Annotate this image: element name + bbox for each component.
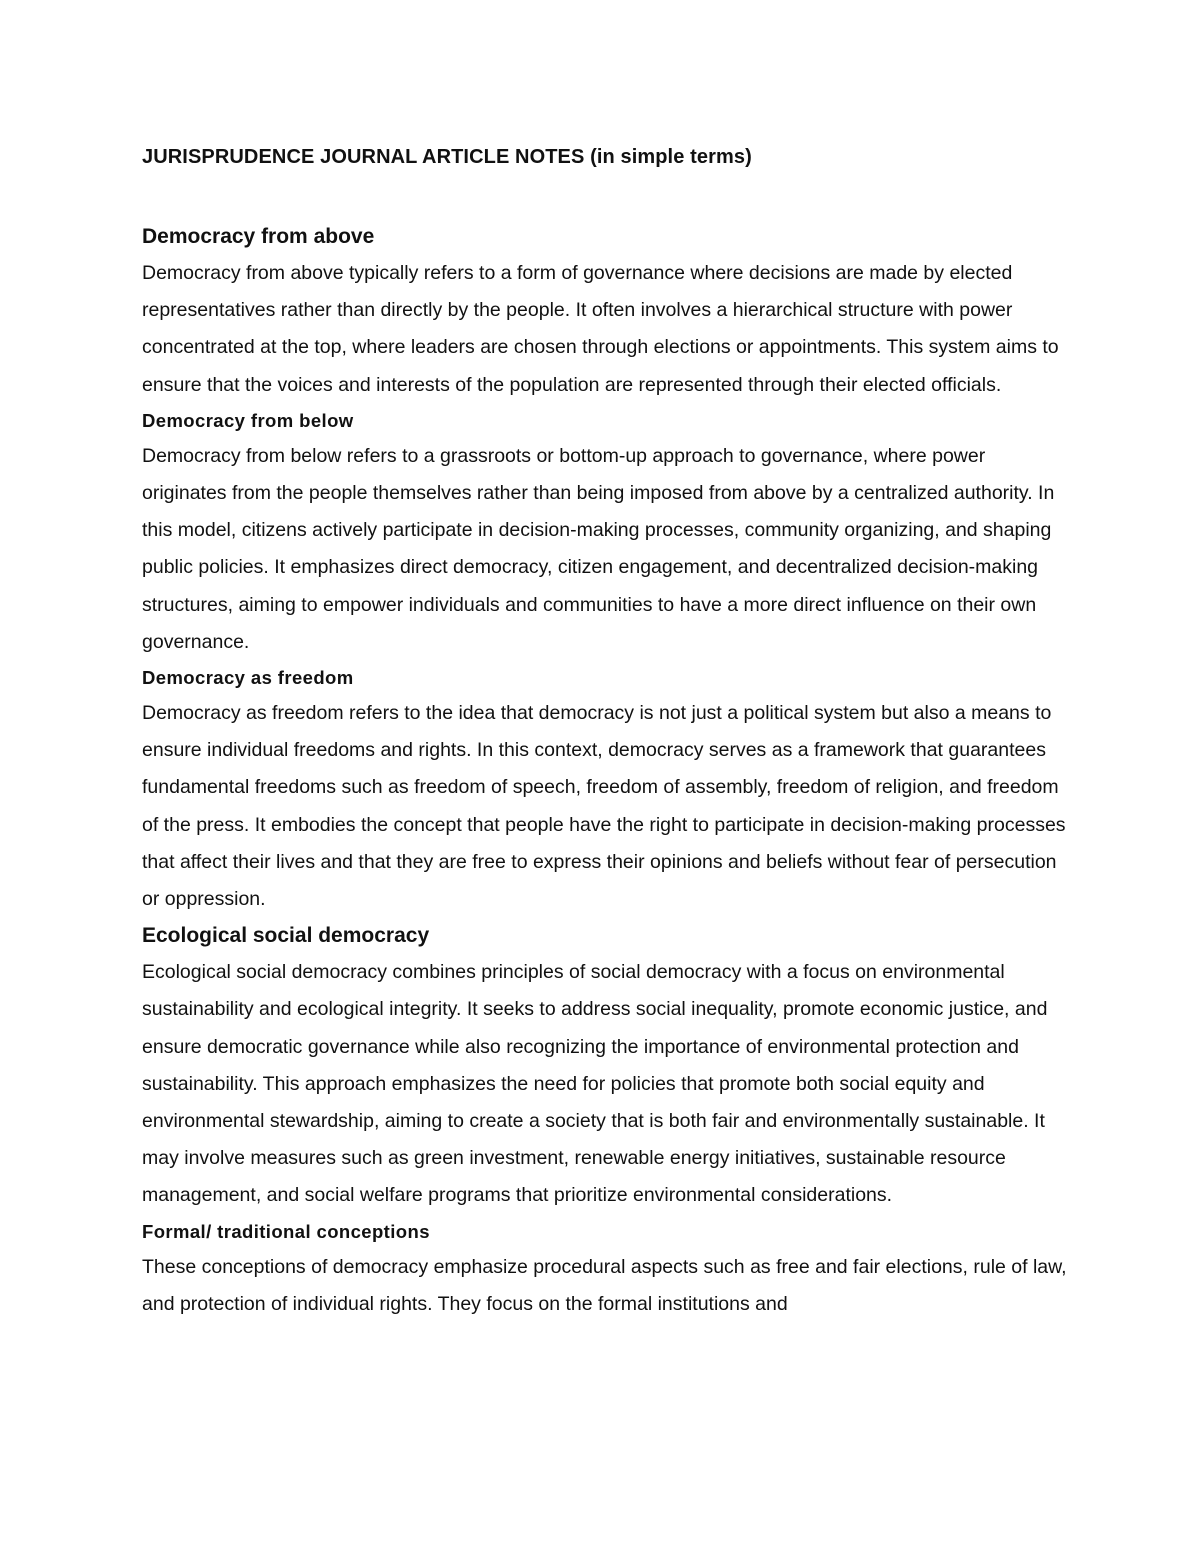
section-heading-democracy-as-freedom: Democracy as freedom	[142, 667, 354, 689]
section-body-ecological-social-democracy: Ecological social democracy combines principles of social democracy with a focus on environmental sustainability and ecological integrity. It seeks to address social inequality, promote economic justice, and ensure democratic governance while also recognizing the importance of environmental protection and sustainability. This approach emphasizes the need for policies that promote both social equity and environmental stewardship, aiming to create a society that is both fair and environmentally sustainable. It may involve measures such as green investment, renewable energy initiatives, sustainable resource management, and social welfare programs that prioritize environmental considerations.	[142, 961, 1048, 1207]
section-heading-democracy-from-above: Democracy from above	[142, 225, 375, 248]
section-body-democracy-from-above: Democracy from above typically refers to a form of governance where decisions are made by elected representatives rather than directly by the people. It often involves a hierarchical structure with power concentrated at the top, where leaders are chosen through elections or appointments. This system aims to ensure that the voices and interests of the population are represented through their elected officials.	[142, 262, 1059, 396]
section-heading-formal-traditional-conceptions: Formal/ traditional conceptions	[142, 1220, 430, 1242]
section-heading-ecological-social-democracy: Ecological social democracy	[142, 924, 430, 948]
section-heading-democracy-from-below: Democracy from below	[142, 409, 354, 431]
document-title: JURISPRUDENCE JOURNAL ARTICLE NOTES (in simple terms)	[142, 146, 752, 168]
section-body-democracy-from-below: Democracy from below refers to a grassroots or bottom-up approach to governance, where power originates from the people themselves rather than being imposed from above by a centralized authority. In this model, citizens actively participate in decision-making processes, community organizing, and shaping public policies. It emphasizes direct democracy, citizen engagement, and decentralized decision-making structures, aiming to empower individuals and communities to have a more direct influence on their own governance.	[142, 444, 1055, 653]
document-content	[142, 141, 1072, 1323]
section-body-democracy-as-freedom: Democracy as freedom refers to the idea that democracy is not just a political system but also a means to ensure individual freedoms and rights. In this context, democracy serves as a framework that guarantees fundamental freedoms such as freedom of speech, freedom of assembly, freedom of religion, and freedom of the press. It embodies the concept that people have the right to participate in decision-making processes that affect their lives and that they are free to express their opinions and beliefs without fear of persecution or oppression.	[142, 702, 1066, 911]
section-body-formal-traditional-conceptions: These conceptions of democracy emphasize procedural aspects such as free and fair elections, rule of law, and protection of individual rights. They focus on the formal institutions and	[142, 1255, 1067, 1315]
